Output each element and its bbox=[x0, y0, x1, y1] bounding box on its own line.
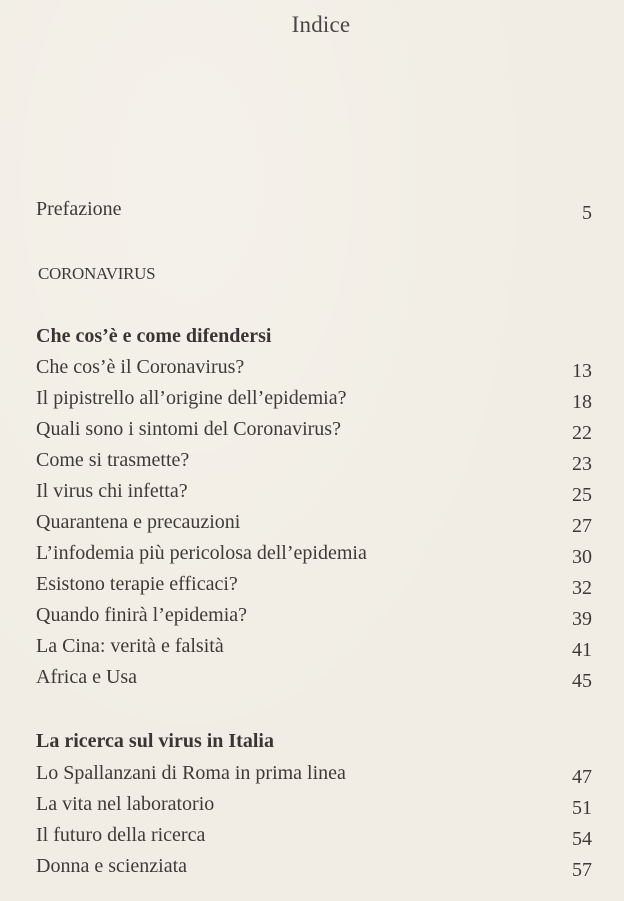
entry-label: Esistono terapie efficaci? bbox=[36, 573, 238, 595]
entry-label: Il pipistrello all’origine dell’epidemia? bbox=[36, 387, 347, 409]
entry-label: Lo Spallanzani di Roma in prima linea bbox=[36, 762, 346, 784]
entry-label: Il virus chi infetta? bbox=[36, 480, 188, 502]
entry-page-number: 22 bbox=[572, 422, 592, 444]
entry-page-number: 32 bbox=[572, 577, 592, 599]
entry-label: Quali sono i sintomi del Coronavirus? bbox=[36, 418, 341, 440]
entry-page-number: 13 bbox=[572, 360, 592, 382]
entry-label: Che cos’è il Coronavirus? bbox=[36, 356, 245, 378]
page-title: Indice bbox=[291, 12, 351, 37]
entry-label: Quando finirà l’epidemia? bbox=[36, 604, 248, 626]
entry-page-number: 5 bbox=[582, 202, 592, 224]
entry-label: Africa e Usa bbox=[36, 666, 138, 688]
entry-label: La vita nel laboratorio bbox=[36, 793, 215, 815]
entry-page-number: 54 bbox=[572, 828, 592, 850]
entry-label: Come si trasmette? bbox=[36, 449, 190, 471]
entry-page-number: 27 bbox=[572, 515, 592, 537]
entry-page-number: 51 bbox=[572, 797, 592, 819]
entry-page-number: 47 bbox=[572, 766, 592, 788]
entry-page-number: 25 bbox=[572, 484, 592, 506]
entry-label: Prefazione bbox=[36, 198, 122, 220]
section-heading: La ricerca sul virus in Italia bbox=[36, 730, 274, 752]
section-heading: Che cos’è e come difendersi bbox=[36, 325, 272, 347]
entry-page-number: 45 bbox=[572, 670, 592, 692]
entry-page-number: 57 bbox=[572, 859, 592, 881]
entry-page-number: 23 bbox=[572, 453, 592, 475]
entry-page-number: 41 bbox=[572, 639, 592, 661]
entry-page-number: 18 bbox=[572, 391, 592, 413]
entry-label: Quarantena e precauzioni bbox=[36, 511, 241, 533]
entry-label: La Cina: verità e falsità bbox=[36, 635, 224, 657]
part-title: CORONAVIRUS bbox=[38, 264, 156, 283]
entry-label: L’infodemia più pericolosa dell’epidemia bbox=[36, 542, 367, 564]
entry-page-number: 39 bbox=[572, 608, 592, 630]
entry-label: Donna e scienziata bbox=[36, 855, 188, 877]
entry-page-number: 30 bbox=[572, 546, 592, 568]
entry-label: Il futuro della ricerca bbox=[36, 824, 206, 846]
